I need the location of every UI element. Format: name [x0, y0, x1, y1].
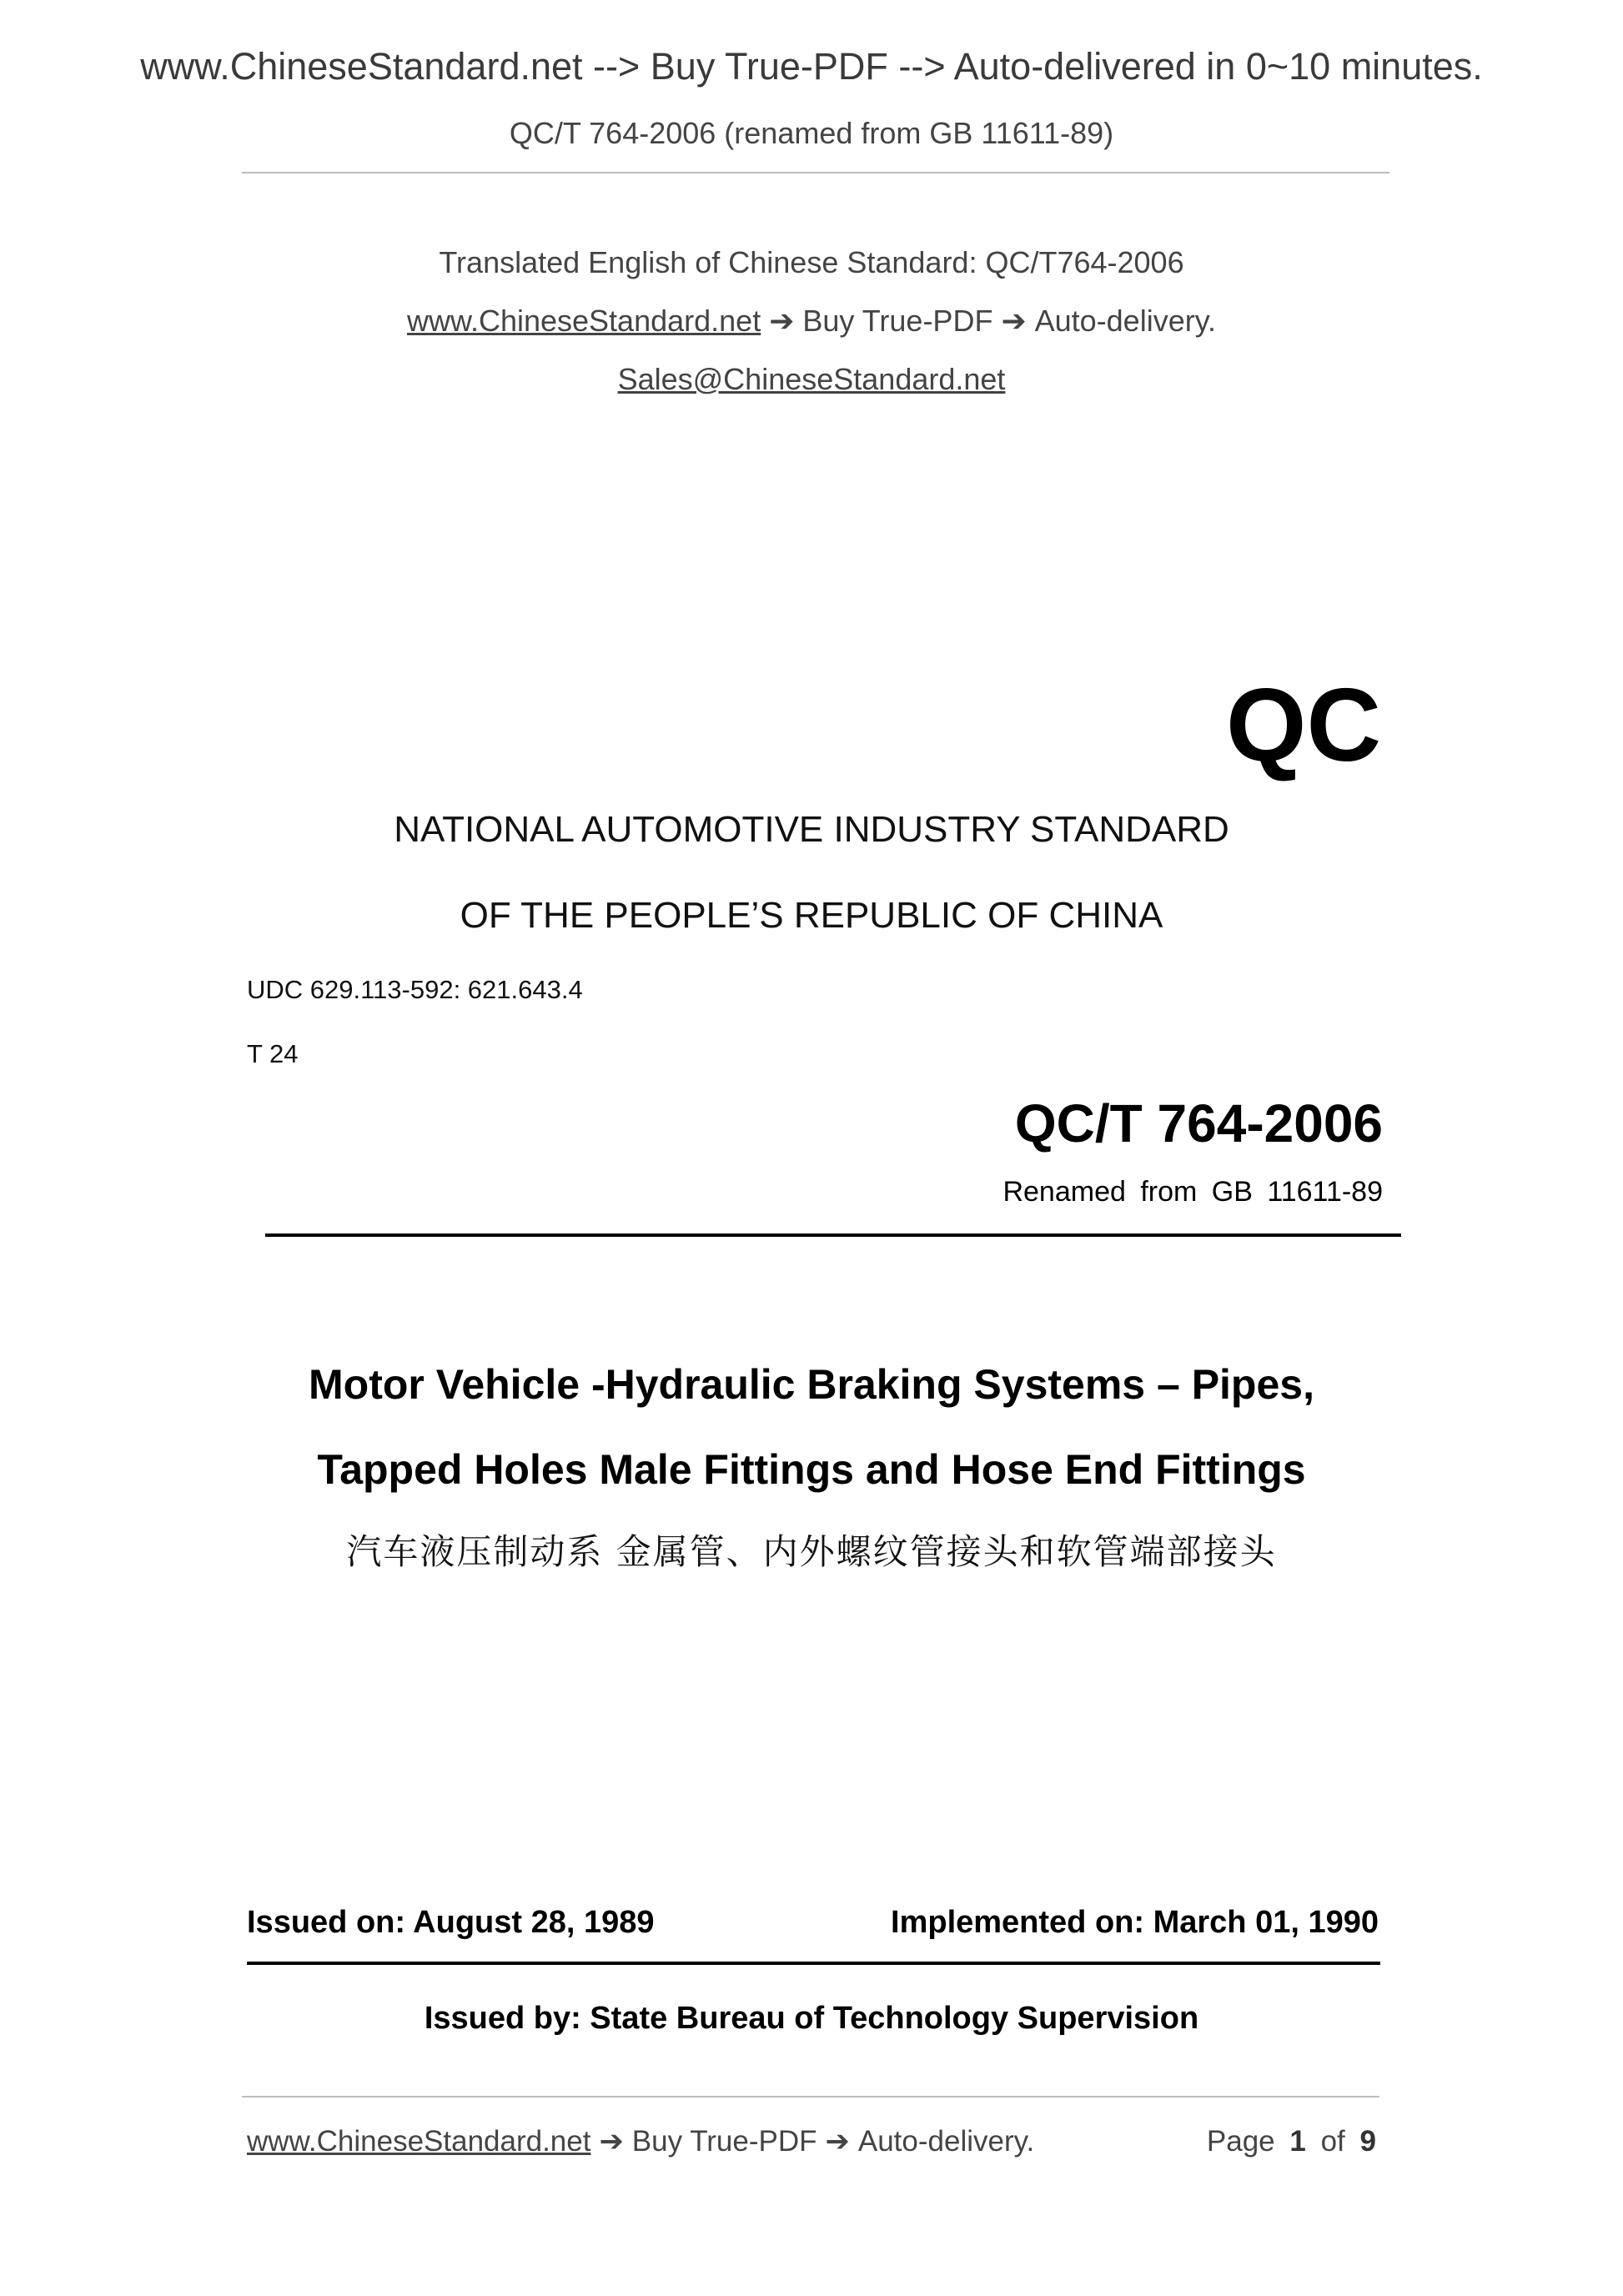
translation-links [0, 300, 1623, 342]
title-line1: Motor Vehicle -Hydraulic Braking Systems – Pipes, [309, 1361, 1314, 1408]
title-divider [265, 1233, 1401, 1237]
dates-divider [247, 1962, 1380, 1965]
renamed-from: Renamed from GB 11611-89 [1002, 1176, 1383, 1208]
page-indicator [1200, 2123, 1376, 2161]
delivery-text: Auto-delivery. [1034, 304, 1217, 338]
header-banner: www.ChineseStandard.net --> Buy True-PDF --> Auto-delivered in 0~10 minutes. [140, 45, 1483, 88]
udc-number: UDC 629.113-592: 621.643.4 [247, 975, 583, 1004]
national-standard-line1: NATIONAL AUTOMOTIVE INDUSTRY STANDARD [394, 809, 1229, 850]
page-current: 1 [1289, 2125, 1306, 2158]
footer-buy-text: Buy True-PDF [631, 2125, 817, 2158]
header-divider [242, 172, 1389, 173]
page-total: 9 [1359, 2125, 1376, 2158]
chinese-title: 汽车液压制动系 金属管、内外螺纹管接头和软管端部接头 [346, 1531, 1277, 1572]
title-line2: Tapped Holes Male Fittings and Hose End Fittings [317, 1446, 1306, 1493]
page-label: Page [1206, 2125, 1275, 2158]
email-link[interactable]: Sales@ChineseStandard.net [617, 362, 1006, 396]
buy-text: Buy True-PDF [802, 304, 993, 338]
email-line [0, 359, 1623, 400]
footer-site-link[interactable]: www.ChineseStandard.net [247, 2125, 591, 2158]
footer-links [247, 2123, 1034, 2161]
right-arrow-icon: ➔ [1001, 304, 1027, 338]
right-arrow-icon: ➔ [825, 2125, 850, 2158]
issued-by: Issued by: State Bureau of Technology Supervision [424, 2001, 1199, 2036]
footer-delivery-text: Auto-delivery. [857, 2125, 1035, 2158]
implemented-date: Implemented on: March 01, 1990 [891, 1905, 1379, 1940]
page-of: of [1320, 2125, 1345, 2158]
issued-date: Issued on: August 28, 1989 [247, 1905, 655, 1940]
header-subtitle: QC/T 764-2006 (renamed from GB 11611-89) [509, 116, 1114, 150]
standard-number: QC/T 764-2006 [1014, 1093, 1383, 1153]
national-standard-line2: OF THE PEOPLE’S REPUBLIC OF CHINA [460, 895, 1163, 936]
footer-divider [242, 2096, 1379, 2098]
translation-note: Translated English of Chinese Standard: QC/T764-2006 [439, 245, 1184, 279]
qc-mark: QC [1226, 668, 1381, 783]
site-link[interactable]: www.ChineseStandard.net [406, 304, 761, 338]
right-arrow-icon: ➔ [599, 2125, 624, 2158]
classification-code: T 24 [247, 1039, 299, 1068]
right-arrow-icon: ➔ [769, 304, 795, 338]
